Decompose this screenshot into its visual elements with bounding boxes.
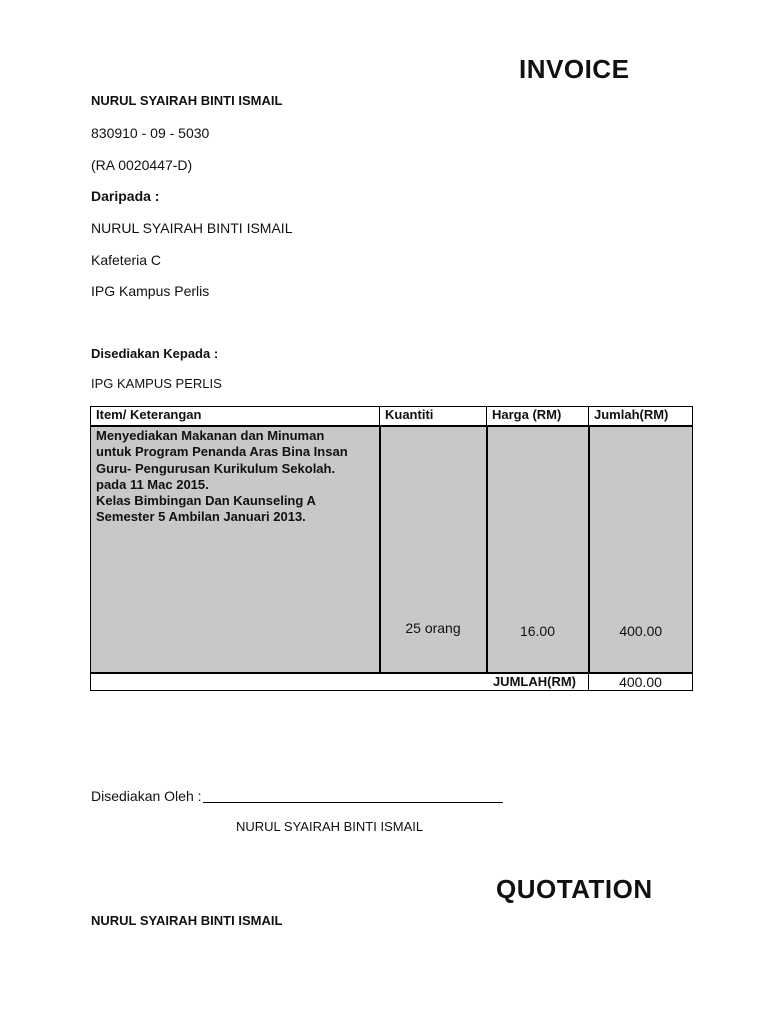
quotation-issuer-name: NURUL SYAIRAH BINTI ISMAIL bbox=[91, 913, 283, 928]
to-label: Disediakan Kepada : bbox=[91, 346, 219, 361]
quotation-title: QUOTATION bbox=[496, 874, 653, 904]
description-line: pada 11 Mac 2015. bbox=[96, 476, 209, 492]
invoice-items-table bbox=[90, 406, 693, 691]
total-value: 400.00 bbox=[589, 673, 693, 691]
column-header-amount: Jumlah(RM) bbox=[589, 407, 693, 427]
total-label: JUMLAH(RM) bbox=[91, 673, 589, 691]
issuer-name: NURUL SYAIRAH BINTI ISMAIL bbox=[91, 93, 283, 108]
table-header-row bbox=[91, 407, 693, 427]
from-line-campus: IPG Kampus Perlis bbox=[91, 283, 210, 299]
amount-value: 400.00 bbox=[619, 623, 663, 639]
prepared-by-name: NURUL SYAIRAH BINTI ISMAIL bbox=[236, 819, 424, 834]
invoice-title: INVOICE bbox=[519, 54, 630, 84]
description-line: Guru- Pengurusan Kurikulum Sekolah. bbox=[96, 460, 336, 476]
item-description-cell bbox=[91, 426, 380, 673]
clipped-text-fragment bbox=[518, 152, 678, 158]
amount-cell bbox=[589, 426, 693, 673]
description-line: Menyediakan Makanan dan Minuman bbox=[96, 428, 325, 443]
quantity-cell bbox=[380, 426, 487, 673]
total-row bbox=[91, 673, 693, 691]
item-description bbox=[96, 427, 374, 526]
price-cell bbox=[487, 426, 589, 673]
issuer-registration: (RA 0020447-D) bbox=[91, 157, 193, 173]
to-name: IPG KAMPUS PERLIS bbox=[91, 376, 222, 391]
column-header-quantity: Kuantiti bbox=[380, 407, 487, 427]
quantity-value: 25 orang bbox=[405, 620, 461, 636]
price-value: 16.00 bbox=[519, 623, 556, 639]
description-line: Kelas Bimbingan Dan Kaunseling A bbox=[96, 493, 316, 509]
table-row bbox=[91, 426, 693, 673]
from-line-location: Kafeteria C bbox=[91, 252, 162, 268]
prepared-by-label: Disediakan Oleh : bbox=[91, 788, 202, 804]
description-line: Semester 5 Ambilan Januari 2013. bbox=[96, 509, 306, 525]
signature-line bbox=[203, 789, 503, 803]
column-header-item: Item/ Keterangan bbox=[91, 407, 380, 427]
column-header-price: Harga (RM) bbox=[487, 407, 589, 427]
from-label: Daripada : bbox=[91, 188, 160, 204]
from-line-name: NURUL SYAIRAH BINTI ISMAIL bbox=[91, 220, 293, 236]
issuer-id: 830910 - 09 - 5030 bbox=[91, 125, 210, 141]
description-line: untuk Program Penanda Aras Bina Insan bbox=[96, 444, 348, 460]
